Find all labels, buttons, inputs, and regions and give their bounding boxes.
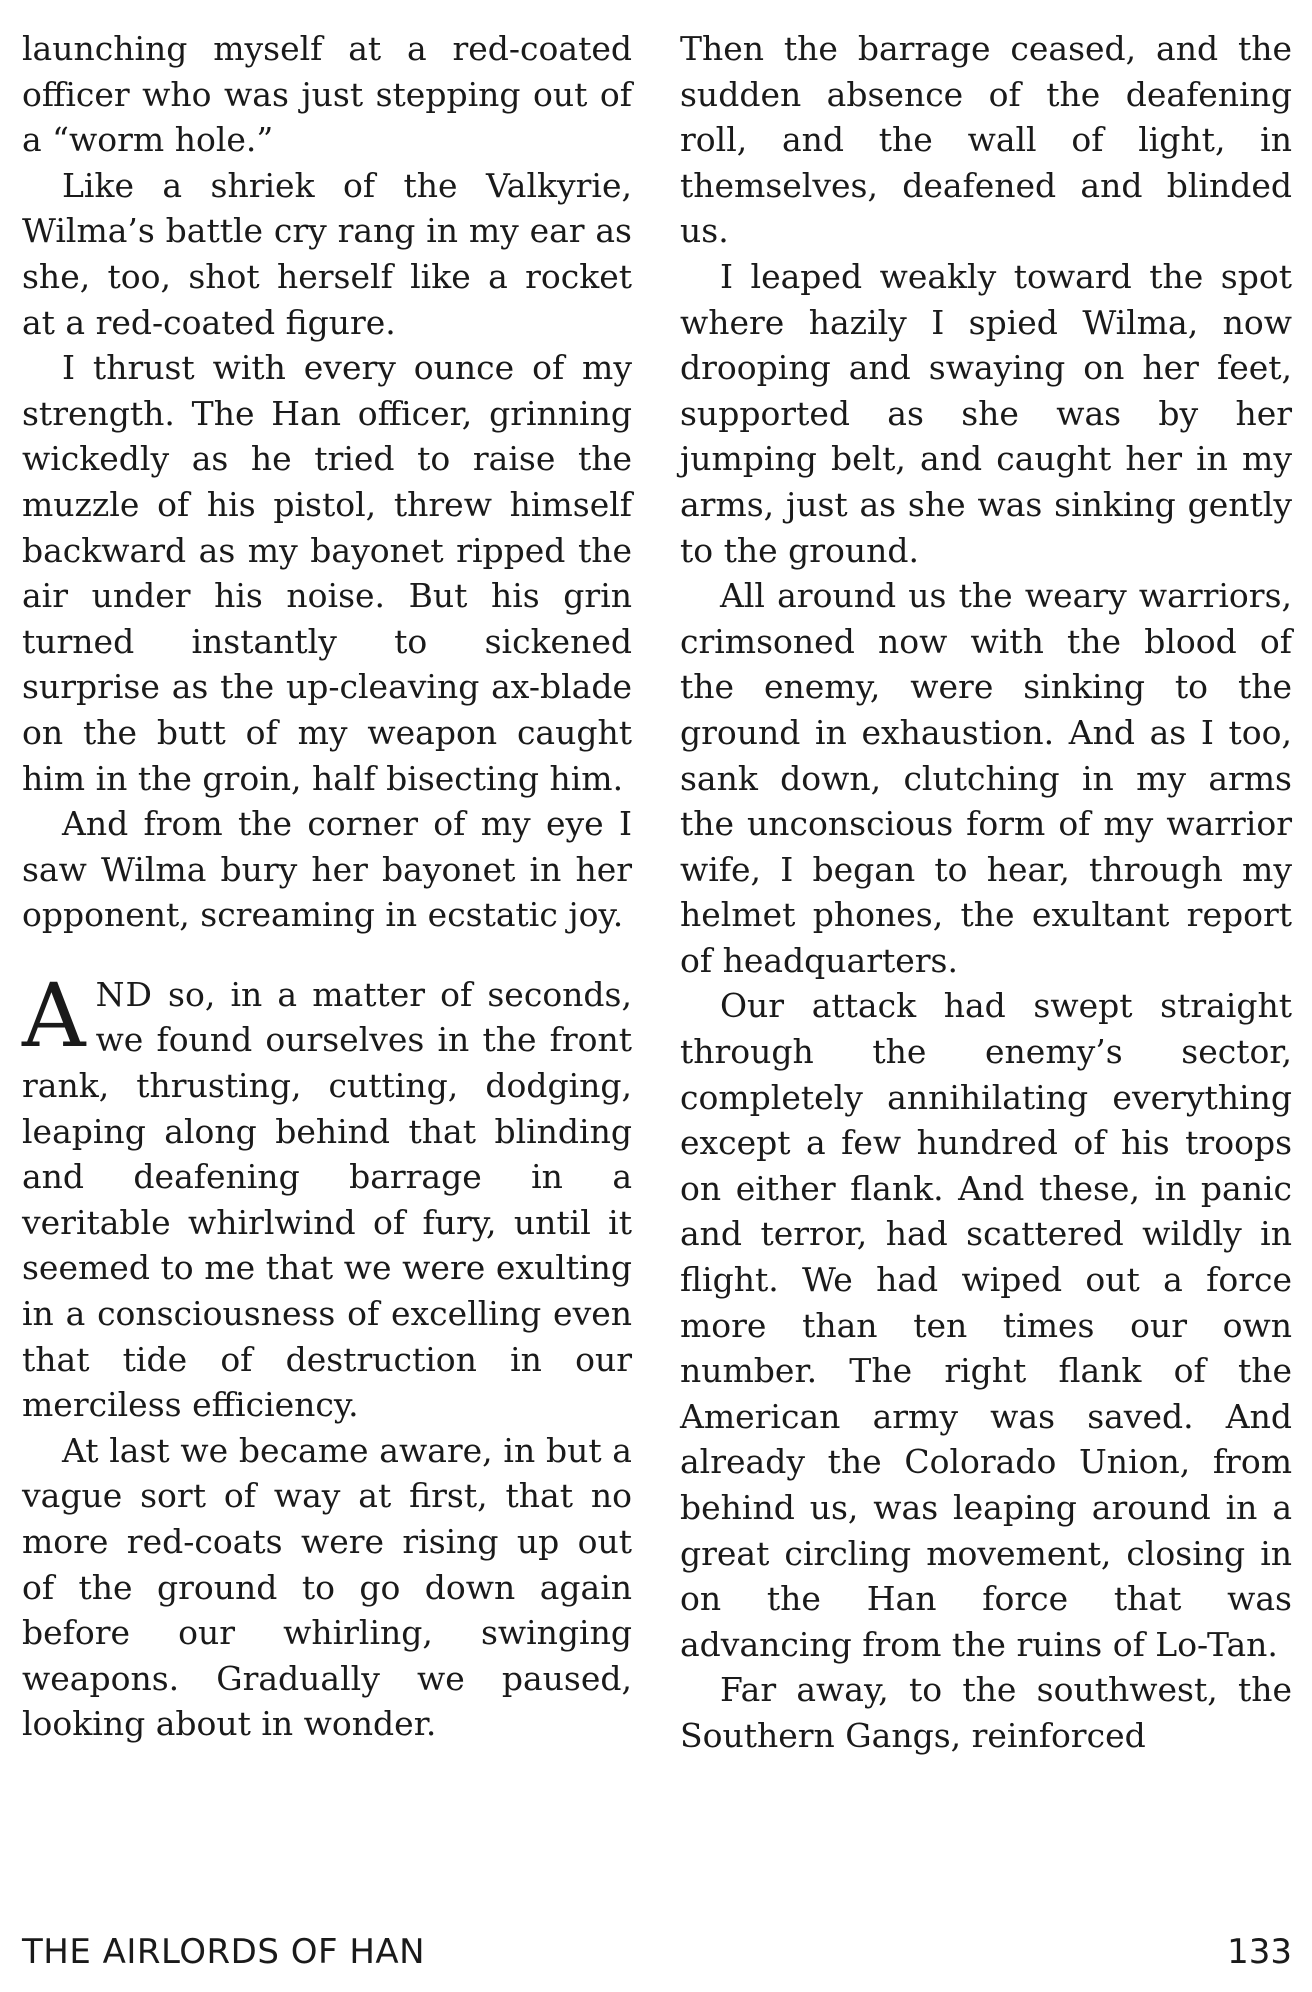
left-paragraph-6: At last we became aware, in but a vague sort of way at first, that no more red-coats were rising up out of the ground to go down again before our whirling, swinging weapons. Gradually we paused, looking about in wonder. xyxy=(22,1430,632,1744)
right-column xyxy=(680,26,1292,1759)
right-paragraph-1: Then the barrage ceased, and the sudden absence of the deafening roll, and the wall of light, in themselves, deafened and blinded us. xyxy=(680,29,1292,251)
running-title: THE AIRLORDS OF HAN xyxy=(22,1932,426,1972)
section-opening-paragraph xyxy=(22,963,632,1428)
right-paragraph-5: Far away, to the southwest, the Southern Gangs, reinforced xyxy=(680,1670,1292,1755)
left-paragraph-3: I thrust with every ounce of my strength. The Han officer, grinning wickedly as he tried to raise the muzzle of his pistol, threw himself backward as my bayonet ripped the air under his noise. But his grin turned instantly to sickened surprise as the up-cleaving ax-blade on the butt of my weapon caught him in the groin, half bisecting him. xyxy=(22,348,632,798)
left-column xyxy=(22,26,632,1747)
left-paragraph-4: And from the corner of my eye I saw Wilma bury her bayonet in her opponent, screaming in ecstatic joy. xyxy=(22,804,632,935)
drop-cap: A xyxy=(22,963,86,1067)
page-number: 133 xyxy=(1227,1932,1292,1972)
right-paragraph-4: Our attack had swept straight through the enemy’s sector, completely annihilating everything except a few hundred of his troops on either flank. And these, in panic and terror, had scattered wildly in flight. We had wiped out a force more than ten times our own number. The right flank of the American army was saved. And already the Colorado Union, from behind us, was leaping around in a great circling movement, closing in on the Han force that was advancing from the ruins of Lo-Tan. xyxy=(680,986,1292,1664)
right-paragraph-3: All around us the weary warriors, crimsoned now with the blood of the enemy, were sinking to the ground in exhaustion. And as I too, sank down, clutching in my arms the unconscious form of my warrior wife, I began to hear, through my helmet phones, the exultant report of headquarters. xyxy=(680,576,1292,980)
page-footer xyxy=(22,1930,1292,1974)
left-paragraph-2: Like a shriek of the Valkyrie, Wilma’s battle cry rang in my ear as she, too, shot herself like a rocket at a red-coated figure. xyxy=(22,165,632,342)
opening-small-caps: ND xyxy=(95,974,153,1014)
left-paragraph-1: launching myself at a red-coated officer who was just stepping out of a “worm hole.” xyxy=(22,29,632,160)
right-paragraph-2: I leaped weakly toward the spot where hazily I spied Wilma, now drooping and swaying on her feet, supported as she was by her jumping belt, and caught her in my arms, just as she was sinking gently to the ground. xyxy=(680,256,1292,570)
opening-paragraph-text: so, in a matter of seconds, we found ourselves in the front rank, thrusting, cutting, dodging, leaping along behind that blinding and deafening barrage in a veritable whirlwind of fury, until it seemed to me that we were exulting in a consciousness of excelling even that tide of destruction in our merciless efficiency. xyxy=(22,974,632,1425)
